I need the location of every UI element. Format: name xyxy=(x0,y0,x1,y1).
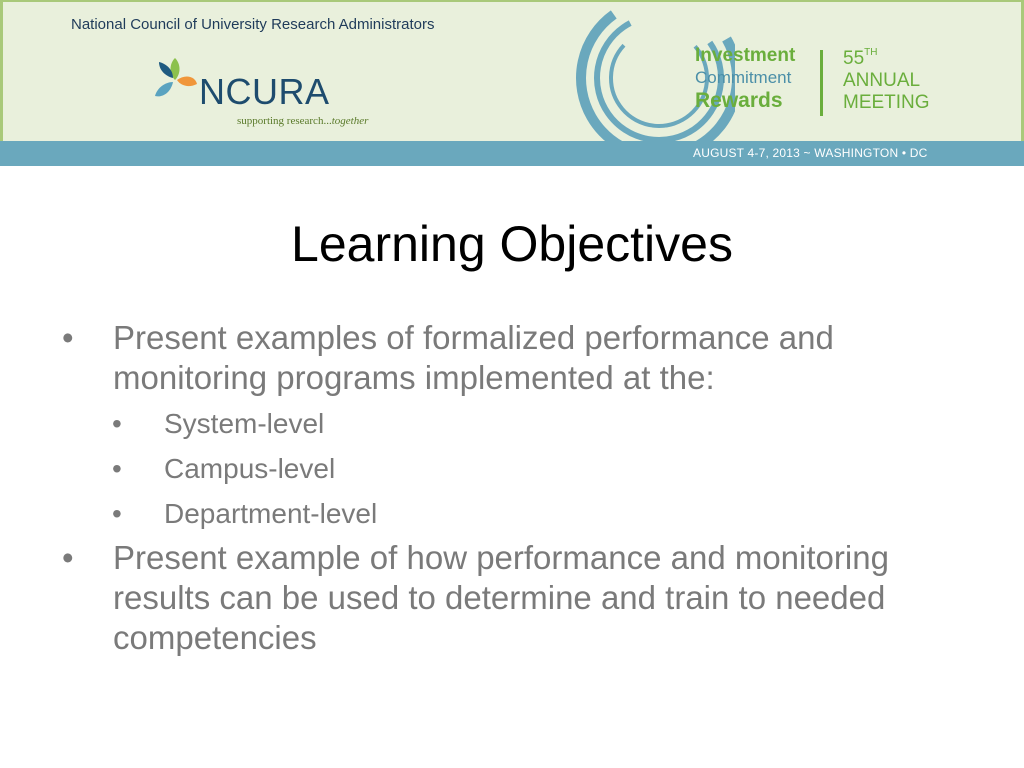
bullet-item xyxy=(60,318,980,398)
sub-bullet-marker: • xyxy=(112,453,122,484)
theme-investment: Investment xyxy=(695,45,796,66)
meeting-theme xyxy=(695,44,810,114)
ncura-logo-icon xyxy=(151,54,199,106)
meeting-suffix: TH xyxy=(864,47,878,58)
org-name: National Council of University Research Administrators xyxy=(71,16,435,33)
theme-divider xyxy=(820,50,823,116)
meeting-meeting: MEETING xyxy=(843,92,930,113)
bullet-item xyxy=(60,538,980,658)
bullet-text: Present examples of formalized performance and monitoring programs implemented at the: xyxy=(113,319,834,396)
bullet-marker: • xyxy=(62,319,74,356)
sub-bullet-marker: • xyxy=(112,498,122,529)
theme-rewards: Rewards xyxy=(695,89,783,112)
bullet-marker: • xyxy=(62,539,74,576)
tagline-main: supporting research... xyxy=(237,115,332,127)
theme-commitment: Commitment xyxy=(695,68,792,87)
bullet-text: Present example of how performance and monitoring results can be used to determine and train to needed competencies xyxy=(113,539,889,656)
meeting-number: 55 xyxy=(843,48,865,69)
ncura-wordmark: NCURA xyxy=(199,71,330,112)
sub-bullet-item xyxy=(60,446,980,491)
annual-meeting-label xyxy=(843,48,930,114)
sub-bullet-item xyxy=(60,401,980,446)
tagline xyxy=(237,115,368,127)
sub-bullet-item xyxy=(60,491,980,536)
sub-bullet-marker: • xyxy=(112,408,122,439)
header-banner xyxy=(0,0,1024,141)
sub-bullet-text: Campus-level xyxy=(164,453,336,484)
slide-title: Learning Objectives xyxy=(291,216,733,272)
sub-bullet-text: Department-level xyxy=(164,498,378,529)
bullet-list xyxy=(60,318,980,658)
meeting-annual: ANNUAL xyxy=(843,70,921,91)
sub-bullet-list xyxy=(60,401,980,536)
tagline-emphasis: together xyxy=(331,115,369,127)
sub-bullet-text: System-level xyxy=(164,408,325,439)
date-location: AUGUST 4-7, 2013 ~ WASHINGTON • DC xyxy=(693,146,928,160)
